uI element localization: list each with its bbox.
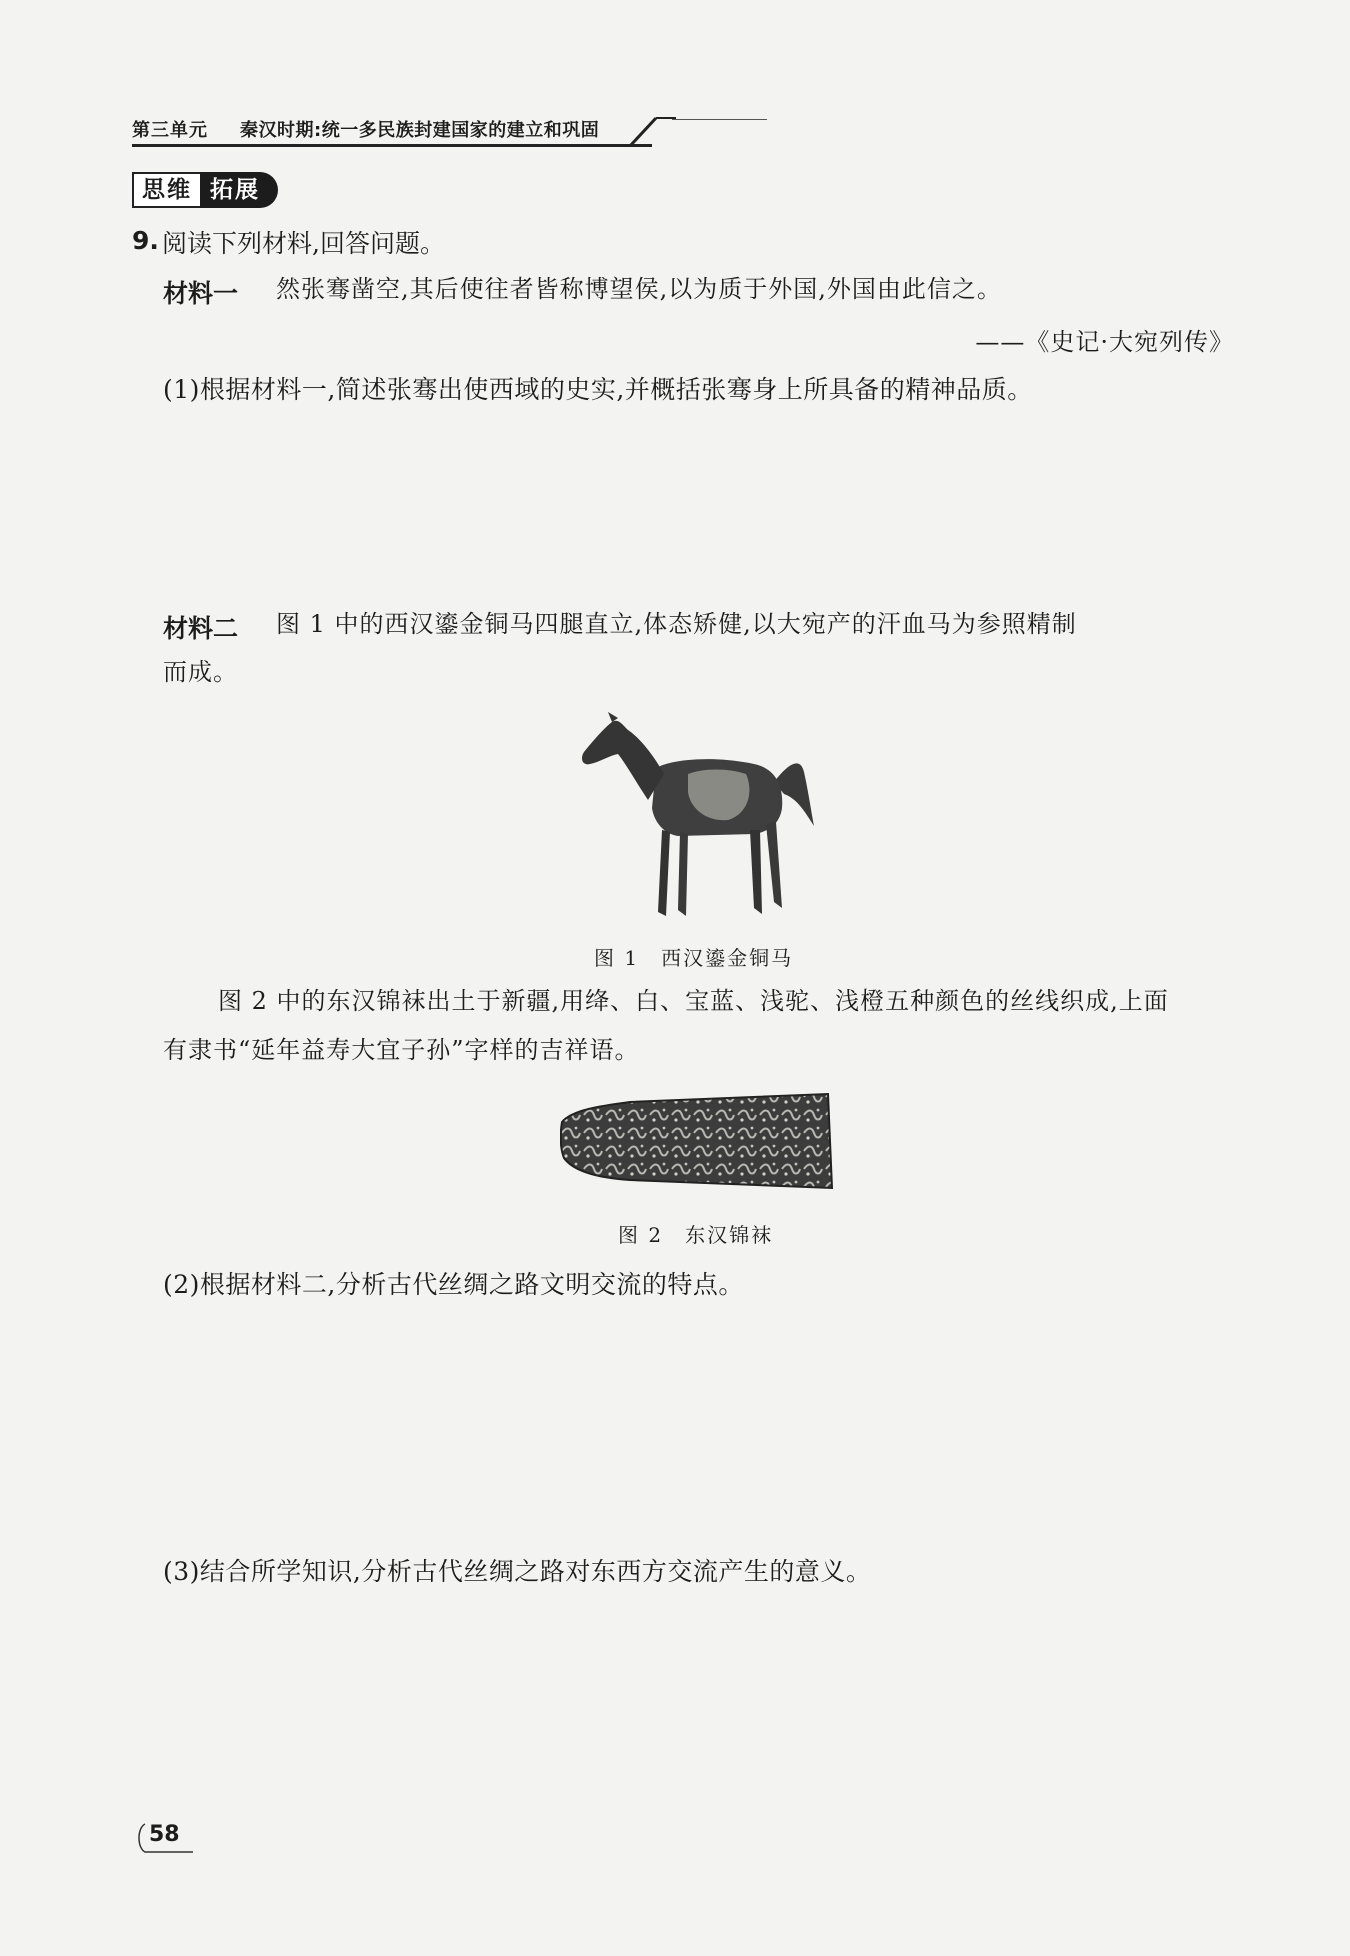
figure1-caption: 图 1 西汉鎏金铜马 [594,946,794,970]
question-number: 9. [132,226,159,255]
header-slash-icon [628,112,678,148]
header-rule [132,144,652,147]
unit-label: 第三单元 [132,120,208,141]
header-thin-rule [672,119,767,120]
material1-label: 材料一 [163,279,239,308]
material2-text-line1: 图 1 中的西汉鎏金铜马四腿直立,体态矫健,以大宛产的汗血马为参照精制 [276,610,1077,638]
silk-sock-figure [560,1088,836,1196]
material1-source: ——《史记·大宛列传》 [975,328,1234,356]
question-prompt: 阅读下列材料,回答问题。 [162,229,445,258]
material2-label: 材料二 [163,614,239,643]
sub-question-3: (3)结合所学知识,分析古代丝绸之路对东西方交流产生的意义。 [163,1557,872,1586]
section-tag-right: 拓展 [200,172,278,208]
material2-text2-line1: 图 2 中的东汉锦袜出土于新疆,用绛、白、宝蓝、浅驼、浅橙五种颜色的丝线织成,上面 [218,987,1169,1015]
section-tag-left: 思维 [132,172,202,208]
sub-question-1: (1)根据材料一,简述张骞出使西域的史实,并概括张骞身上所具备的精神品质。 [163,375,1033,404]
section-tag [132,172,278,208]
material2-text2-line2: 有隶书“延年益寿大宜子孙”字样的吉祥语。 [163,1036,640,1064]
material1-text: 然张骞凿空,其后使往者皆称博望侯,以为质于外国,外国由此信之。 [276,275,1002,303]
figure2-caption: 图 2 东汉锦袜 [618,1223,774,1247]
bronze-horse-figure [578,712,818,924]
page-number: 58 [149,1822,180,1847]
sub-question-2: (2)根据材料二,分析古代丝绸之路文明交流的特点。 [163,1270,744,1299]
material2-text-line2: 而成。 [163,658,238,686]
unit-title: 秦汉时期:统一多民族封建国家的建立和巩固 [240,120,600,141]
